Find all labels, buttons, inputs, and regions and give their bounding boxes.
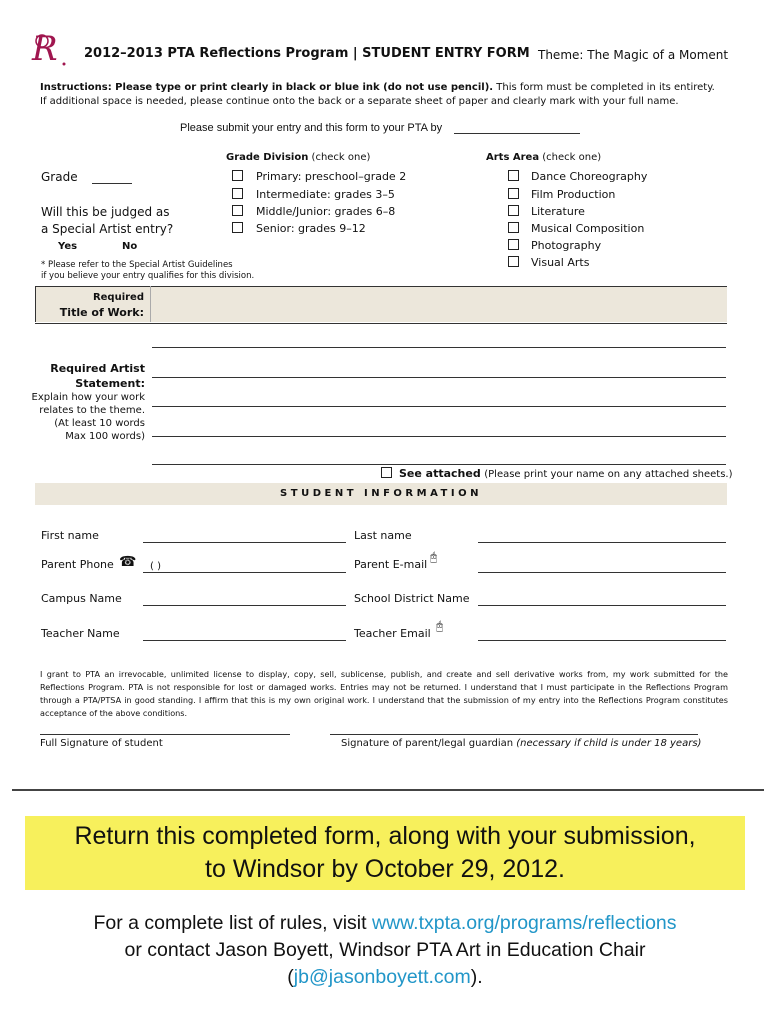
return-text [25, 820, 745, 886]
first-name-field[interactable] [143, 542, 346, 543]
see-attached [399, 467, 733, 480]
instructions [40, 82, 730, 93]
arts-checkbox-visual-arts[interactable] [508, 256, 519, 267]
special-note-1: * Please refer to the Special Artist Guidelines [41, 260, 233, 270]
grade-option-primary: Primary: preschool–grade 2 [256, 170, 407, 183]
parent-signature-label: Signature of parent/legal guardian (necessary if child is under 18 years) [341, 738, 702, 749]
arts-option-music: Musical Composition [531, 222, 645, 235]
teacher-name-label: Teacher Name [41, 627, 120, 640]
parent-signature-field[interactable] [330, 734, 698, 735]
contact-line: or contact Jason Boyett, Windsor PTA Art in Education Chair [124, 939, 646, 961]
grade-division-heading: Grade Division (check one) [226, 152, 371, 163]
footer-contact [0, 910, 770, 991]
title-required-label: Required [92, 292, 144, 303]
consent-text: I grant to PTA an irrevocable, unlimited license to display, copy, sell, sublicense, publish, and create and sell derivative works from, my work submitted for the Reflections Program. PTA is not responsible for lost or damaged works. Entries may not be returned. I understand that I must participate in the Reflections Program through a PTA/PTSA in good standing. I affirm that this is my own original work. I understand that the submission of my entry into the Reflections Program constitutes acceptance of the above conditions. [40, 669, 728, 718]
rules-link[interactable]: www.txpta.org/programs/reflections [371, 912, 677, 934]
special-no-option[interactable]: No [122, 241, 138, 252]
grade-checkbox-primary[interactable] [232, 170, 243, 181]
statement-line-1[interactable] [152, 347, 726, 348]
statement-line-3[interactable] [152, 406, 726, 407]
student-info-heading: STUDENT INFORMATION [280, 488, 482, 499]
arts-option-visual-arts: Visual Arts [531, 256, 590, 269]
campus-name-field[interactable] [143, 605, 346, 606]
arts-checkbox-literature[interactable] [508, 205, 519, 216]
see-attached-checkbox[interactable] [381, 467, 392, 478]
arts-option-literature: Literature [531, 205, 585, 218]
arts-area-heading: Arts Area (check one) [486, 152, 602, 163]
parent-email-label: Parent E-mail [354, 558, 428, 571]
statement-help-3: (At least 10 words [54, 418, 145, 429]
arts-option-film: Film Production [531, 188, 616, 201]
statement-label-2: Statement: [75, 377, 145, 390]
special-yes-option[interactable]: Yes [58, 241, 78, 252]
parent-phone-label: Parent Phone [41, 558, 114, 571]
statement-help-4: Max 100 words) [65, 431, 145, 442]
instructions-lead: Instructions: Please type or print clearly in black or blue ink (do not use pencil). [40, 82, 494, 93]
first-name-label: First name [41, 529, 99, 542]
see-attached-label: See attached [399, 467, 481, 480]
statement-label-1: Required Artist [50, 362, 145, 375]
form-title: 2012–2013 PTA Reflections Program | STUDENT ENTRY FORM [84, 46, 530, 61]
arts-option-dance: Dance Choreography [531, 170, 648, 183]
statement-line-2[interactable] [152, 377, 726, 378]
parent-email-field[interactable] [478, 572, 726, 573]
instructions-rest: This form must be completed in its entirety. [493, 82, 715, 93]
submit-date-field[interactable] [454, 133, 580, 134]
instructions-line2: If additional space is needed, please continue onto the back or a separate sheet of paper and clearly mark with your full name. [40, 96, 679, 107]
section-divider [12, 789, 764, 791]
grade-checkbox-intermediate[interactable] [232, 188, 243, 199]
grade-option-senior: Senior: grades 9–12 [256, 222, 366, 235]
statement-help-1: Explain how your work [31, 392, 145, 403]
teacher-email-label: Teacher Email [354, 627, 431, 640]
school-district-label: School District Name [354, 592, 470, 605]
grade-option-intermediate: Intermediate: grades 3–5 [256, 188, 395, 201]
mouse-icon: 🖰 [430, 550, 438, 564]
last-name-label: Last name [354, 529, 412, 542]
arts-checkbox-photography[interactable] [508, 239, 519, 250]
school-district-field[interactable] [478, 605, 726, 606]
last-name-field[interactable] [478, 542, 726, 543]
special-artist-q2: a Special Artist entry? [41, 222, 174, 236]
phone-area-code: ( ) [150, 561, 161, 572]
arts-checkbox-film[interactable] [508, 188, 519, 199]
special-artist-q1: Will this be judged as [41, 205, 170, 219]
email-link[interactable]: jb@jasonboyett.com [293, 966, 471, 988]
student-signature-label: Full Signature of student [40, 738, 163, 749]
parent-phone-field[interactable] [143, 572, 346, 573]
arts-checkbox-dance[interactable] [508, 170, 519, 181]
svg-text:R: R [32, 29, 58, 68]
title-of-work-label: Title of Work: [59, 306, 144, 319]
arts-checkbox-music[interactable] [508, 222, 519, 233]
mouse-icon: 🖰 [436, 619, 444, 633]
title-of-work-input[interactable] [152, 288, 724, 320]
special-note-2: if you believe your entry qualifies for this division. [41, 271, 255, 281]
phone-icon: ☎ [119, 554, 137, 570]
teacher-name-field[interactable] [143, 640, 346, 641]
return-line-2: to Windsor by October 29, 2012. [205, 855, 565, 883]
theme-text: Theme: The Magic of a Moment [538, 48, 729, 62]
logo-icon [28, 28, 68, 68]
statement-line-4[interactable] [152, 436, 726, 437]
grade-checkbox-middle[interactable] [232, 205, 243, 216]
grade-field[interactable] [92, 183, 132, 184]
campus-name-label: Campus Name [41, 592, 122, 605]
rules-line: For a complete list of rules, visit www.txpta.org/programs/reflections [93, 912, 677, 934]
statement-line-5[interactable] [152, 464, 726, 465]
grade-checkbox-senior[interactable] [232, 222, 243, 233]
email-line: (jb@jasonboyett.com). [287, 966, 483, 988]
see-attached-note: (Please print your name on any attached sheets.) [484, 469, 733, 480]
return-line-1: Return this completed form, along with your submission, [74, 822, 696, 850]
statement-help-2: relates to the theme. [39, 405, 145, 416]
student-signature-field[interactable] [40, 734, 290, 735]
submit-text: Please submit your entry and this form to your PTA by [180, 122, 443, 134]
grade-label: Grade [41, 170, 78, 184]
arts-option-photography: Photography [531, 239, 602, 252]
grade-option-middle: Middle/Junior: grades 6–8 [256, 205, 396, 218]
teacher-email-field[interactable] [478, 640, 726, 641]
reflections-logo [28, 28, 68, 77]
